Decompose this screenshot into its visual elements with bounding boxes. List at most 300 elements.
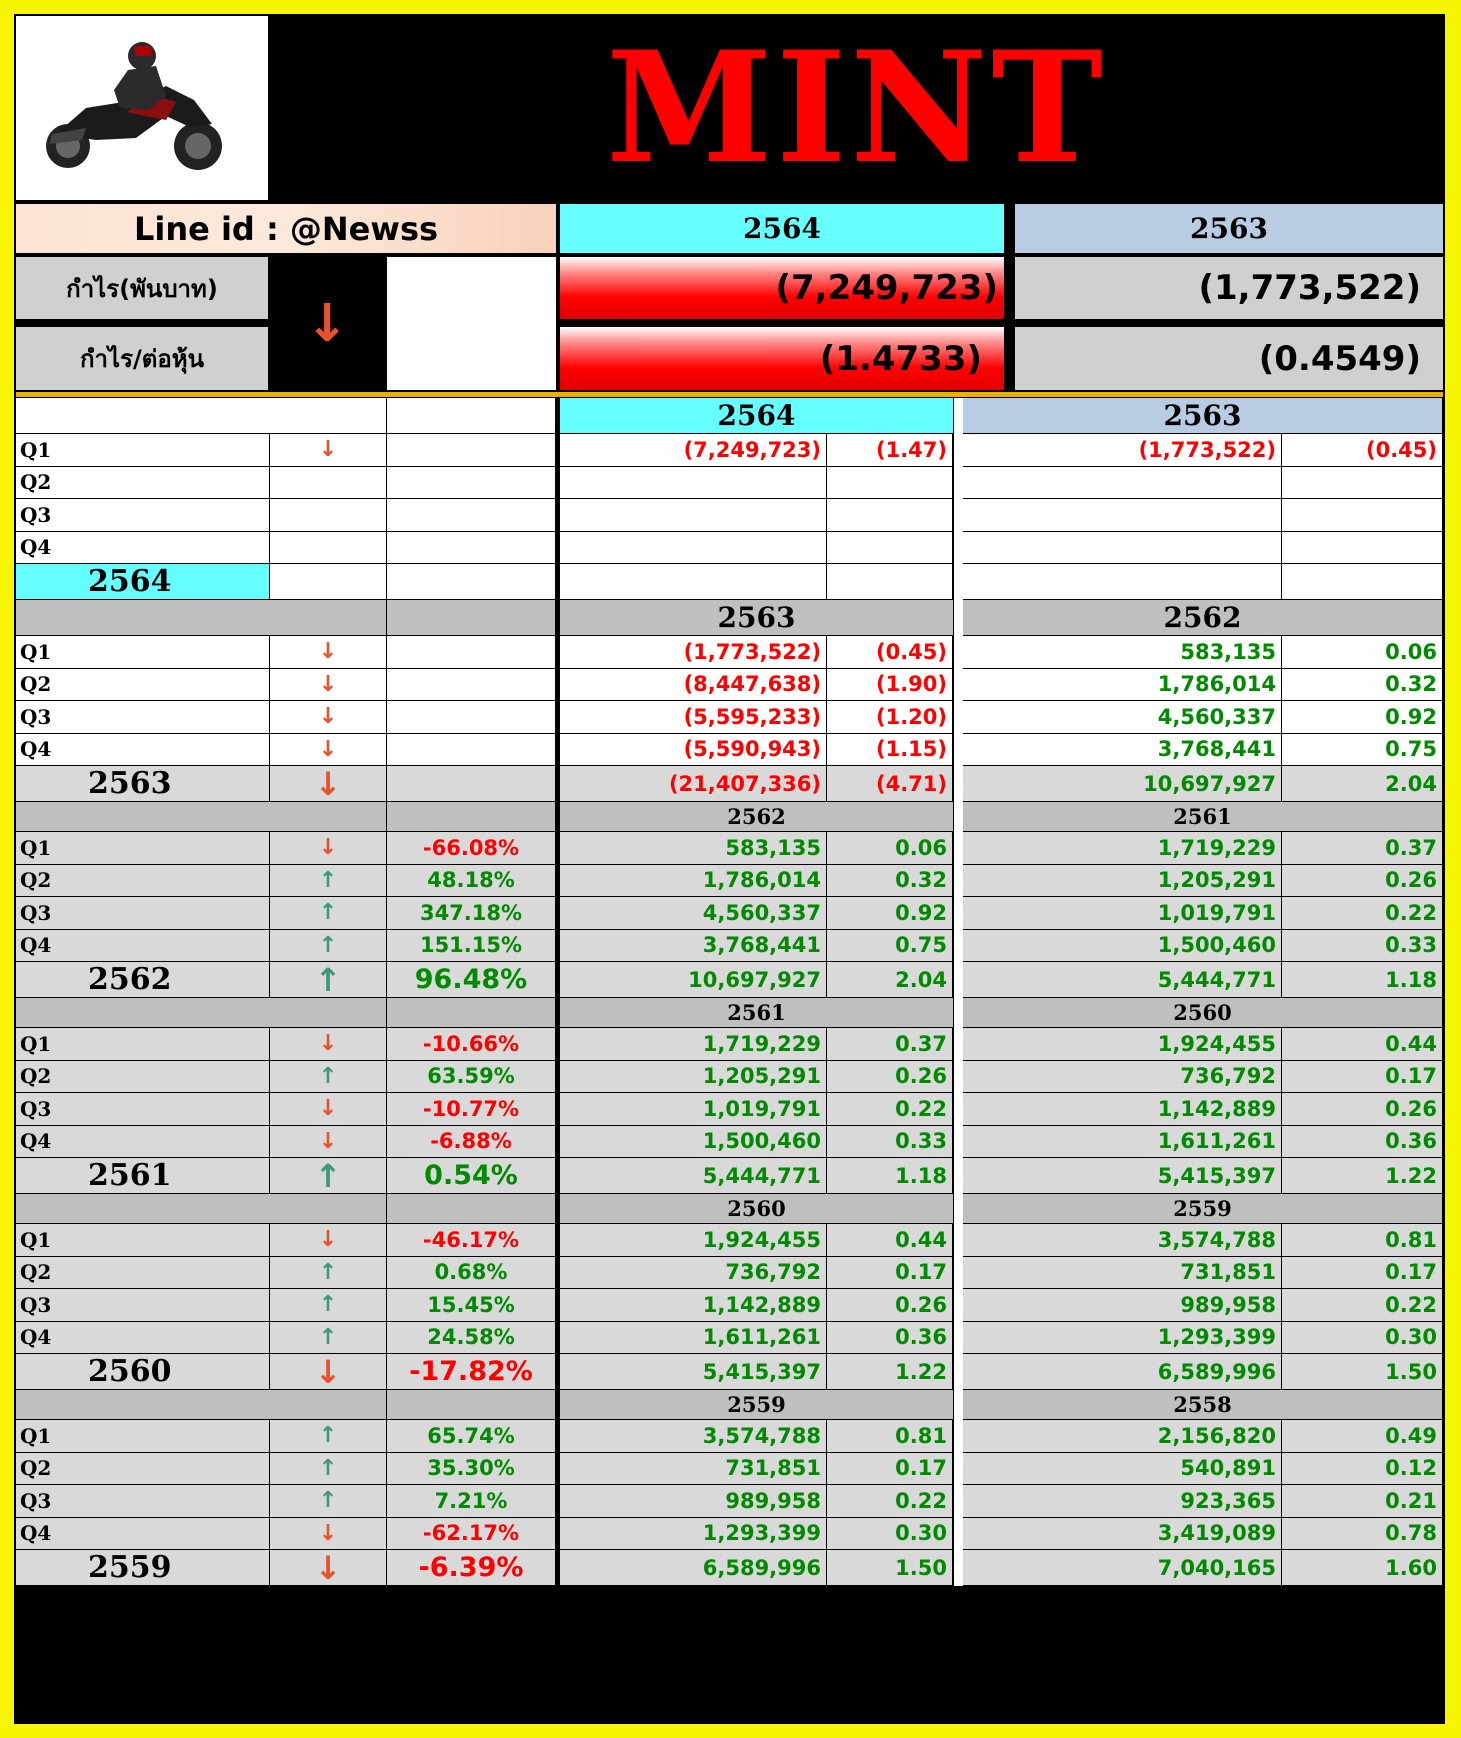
- block-header-previous-year-text: 2562: [1163, 601, 1242, 634]
- eps-current: (1.4733): [560, 327, 1004, 390]
- trend-cell: [270, 897, 387, 930]
- current-eps: [827, 1061, 953, 1094]
- current-eps-text: 0.37: [895, 1031, 947, 1056]
- trend-cell: [270, 701, 387, 734]
- gap: [954, 1322, 963, 1355]
- prev-spacer: [963, 434, 1015, 467]
- prev-spacer: [963, 1224, 1015, 1257]
- growth-pct: [387, 1061, 556, 1094]
- previous-profit-text: 3,419,089: [1157, 1521, 1276, 1546]
- previous-profit: [1015, 669, 1282, 702]
- growth-pct: [387, 1453, 556, 1486]
- current-eps: [827, 636, 953, 669]
- previous-profit-text: 1,019,791: [1157, 900, 1276, 925]
- quarter-label-text: Q3: [20, 900, 52, 925]
- quarter-label: [16, 897, 270, 930]
- previous-profit-total-text: 10,697,927: [1143, 771, 1276, 796]
- down-arrow-icon: ↓: [305, 293, 349, 354]
- current-profit: [560, 734, 827, 767]
- current-profit-text: 583,135: [725, 835, 821, 860]
- current-eps: [827, 467, 953, 500]
- current-profit: [560, 532, 827, 565]
- current-eps-text: 0.32: [895, 868, 947, 893]
- current-profit: [560, 1257, 827, 1290]
- previous-eps: [1282, 1126, 1443, 1159]
- prev-spacer: [963, 1420, 1015, 1453]
- line-id: Line id : @Newss: [133, 209, 439, 248]
- block-header-current-year-text: 2563: [717, 601, 796, 634]
- previous-profit: [1015, 1224, 1282, 1257]
- previous-profit-text: 4,560,337: [1157, 704, 1276, 729]
- year-total-label: [16, 564, 270, 600]
- current-eps-text: 0.30: [895, 1521, 947, 1546]
- current-eps-text: 0.06: [895, 835, 947, 860]
- gap: [954, 636, 963, 669]
- current-eps-total-text: 1.50: [895, 1555, 947, 1580]
- gap: [954, 1194, 963, 1224]
- current-eps: [827, 701, 953, 734]
- block-header-previous-year: [963, 1390, 1443, 1420]
- eps-previous: (0.4549): [1015, 327, 1443, 390]
- current-eps: [827, 1453, 953, 1486]
- block-header-current-year: [560, 1194, 954, 1224]
- block-header-blank-pct: [387, 1390, 556, 1420]
- growth-pct: [387, 499, 556, 532]
- block-header-blank-pct: [387, 398, 556, 434]
- current-eps: [827, 434, 953, 467]
- prev-spacer: [963, 669, 1015, 702]
- previous-eps: [1282, 669, 1443, 702]
- current-profit: [560, 1518, 827, 1551]
- quarter-label: [16, 701, 270, 734]
- current-eps-text: 0.22: [895, 1096, 947, 1121]
- previous-eps-total: [1282, 1158, 1443, 1194]
- gap: [954, 564, 963, 600]
- quarter-label-text: Q1: [20, 639, 52, 664]
- profit-previous: (1,773,522): [1015, 257, 1443, 319]
- gap: [954, 1061, 963, 1094]
- gap: [954, 1158, 963, 1194]
- previous-eps: [1282, 930, 1443, 963]
- previous-eps: [1282, 499, 1443, 532]
- current-profit-text: 3,574,788: [702, 1423, 821, 1448]
- down-arrow-icon: ↓: [318, 1096, 338, 1122]
- previous-eps-total: [1282, 962, 1443, 998]
- current-profit-total: [560, 766, 827, 802]
- trend-cell: [270, 1126, 387, 1159]
- up-arrow-icon: ↑: [318, 1259, 338, 1285]
- current-eps-text: (1.47): [875, 437, 947, 462]
- quarter-label: [16, 1518, 270, 1551]
- previous-profit-text: (1,773,522): [1138, 437, 1276, 462]
- current-profit-total: [560, 962, 827, 998]
- block-header-current-year-text: 2564: [717, 399, 796, 432]
- block-header-blank-pct: [387, 600, 556, 636]
- quarter-label-text: Q2: [20, 672, 52, 697]
- header-year-current: 2564: [560, 204, 1004, 253]
- previous-eps-total: [1282, 1550, 1443, 1586]
- prev-spacer: [963, 766, 1015, 802]
- current-eps-total: [827, 1158, 953, 1194]
- prev-spacer: [963, 701, 1015, 734]
- growth-pct-total: [387, 1354, 556, 1390]
- year-total-label: [16, 1354, 270, 1390]
- previous-profit-text: 1,205,291: [1157, 868, 1276, 893]
- quarterly-table: [16, 398, 1443, 1720]
- year-total-label: [16, 962, 270, 998]
- quarter-label-text: Q4: [20, 1129, 52, 1154]
- previous-eps-total: [1282, 1354, 1443, 1390]
- current-profit: [560, 1224, 827, 1257]
- previous-profit: [1015, 1485, 1282, 1518]
- previous-eps-text: 0.26: [1385, 1096, 1437, 1121]
- current-eps: [827, 532, 953, 565]
- gap: [954, 1485, 963, 1518]
- current-profit-text: 736,792: [725, 1260, 821, 1285]
- current-eps: [827, 1485, 953, 1518]
- gap: [954, 434, 963, 467]
- previous-eps-text: 0.36: [1385, 1129, 1437, 1154]
- previous-eps-total-text: 1.50: [1385, 1359, 1437, 1384]
- current-profit-text: (1,773,522): [683, 639, 821, 664]
- up-arrow-icon: ↑: [314, 1158, 342, 1194]
- gap: [954, 398, 963, 434]
- header-year-previous: 2563: [1015, 204, 1443, 253]
- current-eps-total-text: (4.71): [875, 771, 947, 796]
- prev-spacer: [963, 1485, 1015, 1518]
- year-total-label-text: 2561: [88, 1158, 172, 1193]
- quarter-label-text: Q1: [20, 437, 52, 462]
- gap: [954, 532, 963, 565]
- previous-eps-total-text: 1.22: [1385, 1163, 1437, 1188]
- quarter-label: [16, 930, 270, 963]
- previous-eps: [1282, 701, 1443, 734]
- growth-pct-text: 151.15%: [419, 933, 523, 958]
- previous-profit-text: 923,365: [1180, 1488, 1276, 1513]
- trend-cell: [270, 1485, 387, 1518]
- gap: [954, 766, 963, 802]
- gap: [954, 802, 963, 832]
- prev-spacer: [963, 1028, 1015, 1061]
- current-profit: [560, 1289, 827, 1322]
- up-arrow-icon: ↑: [318, 900, 338, 926]
- previous-eps: [1282, 636, 1443, 669]
- current-eps: [827, 930, 953, 963]
- previous-profit: [1015, 734, 1282, 767]
- previous-eps: [1282, 434, 1443, 467]
- quarter-label: [16, 1224, 270, 1257]
- prev-spacer: [963, 467, 1015, 500]
- trend-cell: [270, 499, 387, 532]
- quarter-label: [16, 1289, 270, 1322]
- current-profit: [560, 434, 827, 467]
- quarter-label-text: Q4: [20, 1521, 52, 1546]
- previous-profit-text: 1,500,460: [1157, 933, 1276, 958]
- previous-eps-text: 0.22: [1385, 1292, 1437, 1317]
- previous-eps-text: 0.06: [1385, 639, 1437, 664]
- trend-cell: [270, 1028, 387, 1061]
- current-eps-total: [827, 1550, 953, 1586]
- profit-current: (7,249,723): [560, 257, 1004, 319]
- prev-spacer: [963, 564, 1015, 600]
- trend-cell-total: [270, 1158, 387, 1194]
- current-profit: [560, 930, 827, 963]
- summary-blank-cell: [387, 257, 556, 390]
- previous-profit: [1015, 1453, 1282, 1486]
- gap: [954, 1518, 963, 1551]
- quarter-label-text: Q3: [20, 502, 52, 527]
- previous-profit-total: [1015, 564, 1282, 600]
- trend-cell: [270, 1224, 387, 1257]
- gap: [954, 1453, 963, 1486]
- prev-spacer: [963, 1550, 1015, 1586]
- current-profit-total: [560, 1354, 827, 1390]
- current-profit: [560, 832, 827, 865]
- current-eps: [827, 897, 953, 930]
- previous-profit-text: 1,719,229: [1157, 835, 1276, 860]
- growth-pct-text: 48.18%: [427, 868, 515, 893]
- prev-spacer: [963, 1093, 1015, 1126]
- previous-profit: [1015, 467, 1282, 500]
- up-arrow-icon: ↑: [318, 867, 338, 893]
- current-eps: [827, 1289, 953, 1322]
- up-arrow-icon: ↑: [314, 962, 342, 998]
- gap: [954, 701, 963, 734]
- down-arrow-icon: ↓: [314, 1354, 342, 1390]
- trend-cell-total: [270, 564, 387, 600]
- up-arrow-icon: ↑: [318, 1063, 338, 1089]
- trend-cell: [270, 734, 387, 767]
- block-header-previous-year: [963, 398, 1443, 434]
- current-eps-total: [827, 766, 953, 802]
- quarter-label-text: Q3: [20, 1488, 52, 1513]
- current-eps: [827, 669, 953, 702]
- previous-eps-text: 0.75: [1385, 737, 1437, 762]
- quarter-label: [16, 1420, 270, 1453]
- growth-pct-total: [387, 962, 556, 998]
- growth-pct: [387, 1322, 556, 1355]
- previous-profit-total: [1015, 766, 1282, 802]
- up-arrow-icon: ↑: [318, 1455, 338, 1481]
- trend-cell: [270, 865, 387, 898]
- current-profit-text: 1,293,399: [702, 1521, 821, 1546]
- growth-pct-text: -6.88%: [430, 1129, 512, 1154]
- current-eps-text: 0.92: [895, 900, 947, 925]
- current-profit-text: 989,958: [725, 1488, 821, 1513]
- growth-pct: [387, 636, 556, 669]
- trend-cell: [270, 1453, 387, 1486]
- current-profit: [560, 1093, 827, 1126]
- growth-pct: [387, 832, 556, 865]
- current-eps-text: (1.15): [875, 737, 947, 762]
- growth-pct: [387, 467, 556, 500]
- prev-spacer: [963, 1322, 1015, 1355]
- trend-cell: [270, 1093, 387, 1126]
- growth-pct: [387, 897, 556, 930]
- gap: [954, 1289, 963, 1322]
- quarter-label-text: Q2: [20, 1456, 52, 1481]
- quarter-label-text: Q4: [20, 1325, 52, 1350]
- quarter-label: [16, 865, 270, 898]
- previous-eps: [1282, 1485, 1443, 1518]
- previous-eps: [1282, 1061, 1443, 1094]
- previous-profit: [1015, 930, 1282, 963]
- previous-profit: [1015, 1420, 1282, 1453]
- current-profit: [560, 1322, 827, 1355]
- trend-cell: [270, 1061, 387, 1094]
- previous-profit: [1015, 1289, 1282, 1322]
- previous-eps: [1282, 897, 1443, 930]
- current-profit-text: 3,768,441: [702, 933, 821, 958]
- growth-pct-text: -10.77%: [422, 1096, 520, 1121]
- gap: [954, 1420, 963, 1453]
- growth-pct-text: -62.17%: [422, 1521, 520, 1546]
- growth-pct: [387, 734, 556, 767]
- trend-cell: [270, 636, 387, 669]
- down-arrow-icon: ↓: [318, 671, 338, 697]
- current-profit: [560, 1453, 827, 1486]
- previous-profit: [1015, 1028, 1282, 1061]
- current-eps-total: [827, 962, 953, 998]
- quarter-label: [16, 1257, 270, 1290]
- previous-eps: [1282, 532, 1443, 565]
- block-header-current-year-text: 2562: [727, 804, 786, 829]
- prev-spacer: [963, 734, 1015, 767]
- current-profit-total-text: 6,589,996: [702, 1555, 821, 1580]
- quarter-label-text: Q4: [20, 933, 52, 958]
- previous-eps-text: 0.92: [1385, 704, 1437, 729]
- block-header-current-year-text: 2559: [727, 1392, 786, 1417]
- growth-pct: [387, 1224, 556, 1257]
- line-id-cell: [16, 204, 556, 253]
- current-eps: [827, 499, 953, 532]
- quarter-label-text: Q3: [20, 1292, 52, 1317]
- gap: [954, 1093, 963, 1126]
- previous-eps-text: 0.21: [1385, 1488, 1437, 1513]
- current-profit-text: 1,142,889: [702, 1292, 821, 1317]
- current-profit: [560, 1126, 827, 1159]
- current-eps: [827, 865, 953, 898]
- up-arrow-icon: ↑: [318, 1292, 338, 1318]
- previous-profit: [1015, 636, 1282, 669]
- block-header-blank: [16, 600, 387, 636]
- down-arrow-icon: ↓: [314, 766, 342, 802]
- previous-eps-text: 0.30: [1385, 1325, 1437, 1350]
- year-total-label-text: 2563: [88, 766, 172, 801]
- previous-eps-text: 0.12: [1385, 1456, 1437, 1481]
- previous-eps: [1282, 1028, 1443, 1061]
- quarter-label-text: Q2: [20, 1064, 52, 1089]
- previous-profit-text: 731,851: [1180, 1260, 1276, 1285]
- current-eps-total-text: 2.04: [895, 967, 947, 992]
- current-profit: [560, 1485, 827, 1518]
- quarter-label-text: Q2: [20, 1260, 52, 1285]
- up-arrow-icon: ↑: [318, 932, 338, 958]
- quarter-label: [16, 832, 270, 865]
- previous-eps-text: (0.45): [1365, 437, 1437, 462]
- current-eps-text: 0.17: [895, 1260, 947, 1285]
- prev-spacer: [963, 897, 1015, 930]
- growth-pct-total: [387, 766, 556, 802]
- previous-profit: [1015, 1126, 1282, 1159]
- quarter-label-text: Q1: [20, 1031, 52, 1056]
- previous-eps-text: 0.17: [1385, 1064, 1437, 1089]
- prev-spacer: [963, 1126, 1015, 1159]
- previous-profit-text: 1,786,014: [1157, 672, 1276, 697]
- quarter-label-text: Q1: [20, 835, 52, 860]
- logo-cell: [16, 16, 268, 200]
- block-header-previous-year-text: 2560: [1173, 1000, 1232, 1025]
- block-header-blank: [16, 802, 387, 832]
- trend-cell-total: [270, 1354, 387, 1390]
- gap: [954, 499, 963, 532]
- prev-spacer: [963, 1354, 1015, 1390]
- block-header-blank-pct: [387, 802, 556, 832]
- current-profit-total-text: 10,697,927: [688, 967, 821, 992]
- quarter-label: [16, 1093, 270, 1126]
- current-profit-text: (5,590,943): [683, 737, 821, 762]
- current-profit-text: 1,786,014: [702, 868, 821, 893]
- block-header-previous-year-text: 2559: [1173, 1196, 1232, 1221]
- down-arrow-icon: ↓: [318, 835, 338, 861]
- divider: [16, 392, 1443, 397]
- previous-eps-total-text: 1.60: [1385, 1555, 1437, 1580]
- prev-spacer: [963, 1518, 1015, 1551]
- current-eps: [827, 1028, 953, 1061]
- prev-spacer: [963, 1061, 1015, 1094]
- quarter-label: [16, 499, 270, 532]
- previous-profit: [1015, 1061, 1282, 1094]
- motorcycle-rider-logo: [16, 16, 268, 200]
- current-profit: [560, 669, 827, 702]
- previous-profit-text: 1,611,261: [1157, 1129, 1276, 1154]
- quarter-label: [16, 1322, 270, 1355]
- block-header-current-year: [560, 802, 954, 832]
- current-eps-text: 0.22: [895, 1488, 947, 1513]
- previous-profit: [1015, 499, 1282, 532]
- quarter-label-text: Q4: [20, 535, 52, 560]
- previous-profit: [1015, 532, 1282, 565]
- previous-profit-text: 540,891: [1180, 1456, 1276, 1481]
- trend-cell: [270, 1420, 387, 1453]
- prev-spacer: [963, 532, 1015, 565]
- previous-eps-text: 0.17: [1385, 1260, 1437, 1285]
- block-header-blank: [16, 998, 387, 1028]
- trend-cell: [270, 669, 387, 702]
- down-arrow-icon: ↓: [318, 1227, 338, 1253]
- gap: [954, 1126, 963, 1159]
- growth-pct-total: [387, 564, 556, 600]
- current-profit: [560, 1420, 827, 1453]
- previous-eps-text: 0.49: [1385, 1423, 1437, 1448]
- previous-profit: [1015, 1093, 1282, 1126]
- current-eps: [827, 1224, 953, 1257]
- current-eps-total-text: 1.18: [895, 1163, 947, 1188]
- previous-eps: [1282, 1289, 1443, 1322]
- growth-pct: [387, 1028, 556, 1061]
- growth-pct: [387, 434, 556, 467]
- block-header-current-year: [560, 600, 954, 636]
- previous-eps-text: 0.22: [1385, 900, 1437, 925]
- growth-pct: [387, 1518, 556, 1551]
- growth-pct: [387, 865, 556, 898]
- current-eps-text: (1.20): [875, 704, 947, 729]
- current-eps-total: [827, 564, 953, 600]
- block-header-previous-year: [963, 998, 1443, 1028]
- quarter-label: [16, 1453, 270, 1486]
- up-arrow-icon: ↑: [318, 1488, 338, 1514]
- current-profit: [560, 865, 827, 898]
